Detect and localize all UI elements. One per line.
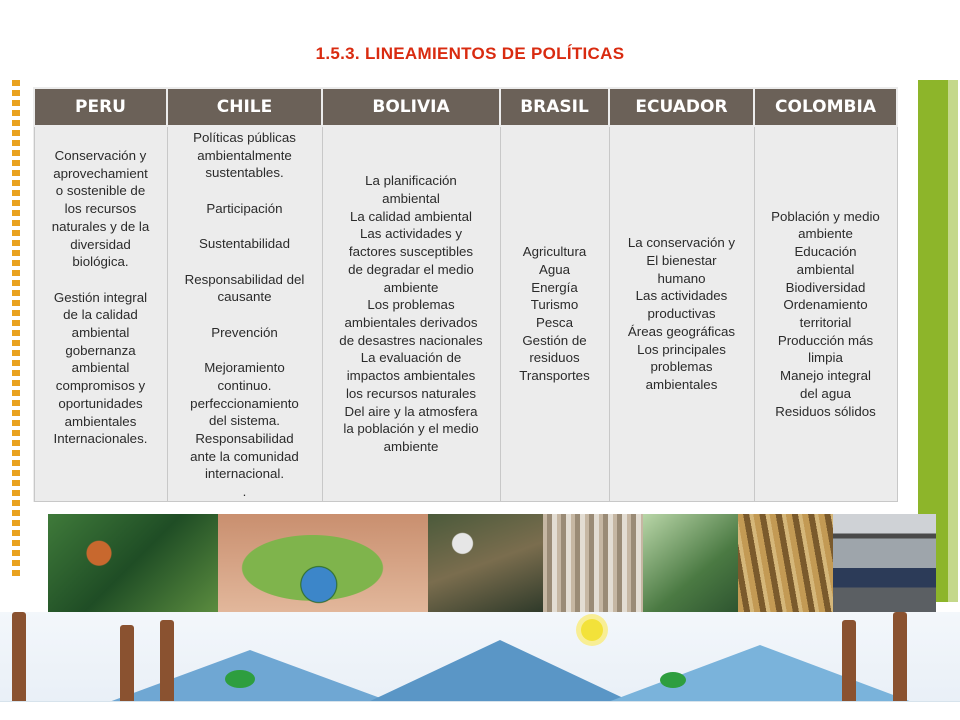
cell-ecuador: La conservación y El bienestar humano Las actividades productivas Áreas geográficas Los principales problemas ambientales — [609, 126, 754, 502]
photo-industrial-pollution — [833, 514, 936, 612]
photo-hands-globe-leaf — [218, 514, 428, 612]
column-header-peru: PERU — [34, 88, 167, 126]
dotted-border-decoration — [12, 80, 20, 580]
column-header-bolivia: BOLIVIA — [322, 88, 500, 126]
nature-photo-strip — [48, 514, 956, 612]
sun-icon — [581, 619, 603, 641]
snow-ground — [0, 701, 960, 720]
cell-chile: Políticas públicas ambientalmente sustentables. Participación Sustentabilidad Responsabilidad del causante Prevención Mejoramiento continuo. perfeccionamiento del sistema. Responsabilidad ante la comunidad internacional. . — [167, 126, 322, 502]
cell-peru: Conservación y aprovechamient o sostenible de los recursos naturales y de la diversidad biológica. Gestión integral de la calidad ambiental gobernanza ambiental compromisos y oportunidades ambientales Internacionales. — [34, 126, 167, 502]
photo-animals — [428, 514, 543, 612]
column-header-brasil: BRASIL — [500, 88, 609, 126]
bush-icon — [225, 670, 255, 688]
photo-wildlife — [48, 514, 218, 612]
landscape-illustration — [0, 612, 960, 720]
photo-birch-forest — [543, 514, 643, 612]
column-header-chile: CHILE — [167, 88, 322, 126]
column-header-colombia: COLOMBIA — [754, 88, 897, 126]
cell-colombia: Población y medio ambiente Educación ambiental Biodiversidad Ordenamiento territorial Producción más limpia Manejo integral del agua Residuos sólidos — [754, 126, 897, 502]
cell-bolivia: La planificación ambiental La calidad ambiental Las actividades y factores susceptibles de degradar el medio ambiente Los problemas ambientales derivados de desastres nacionales La evaluación de impactos ambientales los recursos naturales Del aire y la atmosfera la población y el medio ambiente — [322, 126, 500, 502]
bush-icon — [660, 672, 686, 688]
photo-catkins — [738, 514, 833, 612]
column-header-ecuador: ECUADOR — [609, 88, 754, 126]
policies-table — [33, 87, 896, 502]
table-header-row — [34, 88, 897, 126]
slide-title: 1.5.3. LINEAMIENTOS DE POLÍTICAS — [315, 44, 625, 63]
cell-brasil: Agricultura Agua Energía Turismo Pesca Gestión de residuos Transportes — [500, 126, 609, 502]
table-row — [34, 126, 897, 502]
photo-tree-leaves — [643, 514, 738, 612]
